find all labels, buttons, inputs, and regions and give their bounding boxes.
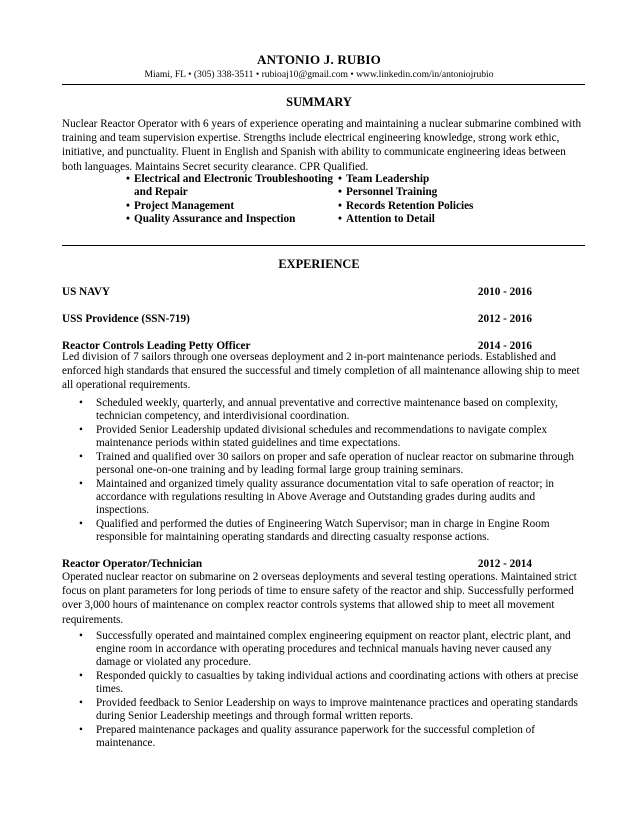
bullet-item: • Prepared maintenance packages and quality assurance paperwork for the successful completion of maintenance. xyxy=(62,724,582,750)
summary-divider xyxy=(62,245,585,246)
experience-heading: EXPERIENCE xyxy=(278,257,360,271)
bullet-item: • Provided feedback to Senior Leadership on ways to improve maintenance practices and operating standards during Senior Leadership meetings and through formal written reports. xyxy=(62,697,582,723)
bullet-item: • Maintained and organized timely quality assurance documentation vital to safe operation of reactor; in accordance with regulations resulting in Above Average and Outstanding grades during audits and inspections. xyxy=(62,478,582,518)
employer-dates: 2010 - 2016 xyxy=(477,286,532,298)
summary-heading: SUMMARY xyxy=(286,95,352,109)
unit-row xyxy=(62,313,532,327)
bullet-item: • Successfully operated and maintained complex engineering equipment on reactor plant, electric plant, and engine room in accordance with operating procedures and technical manuals having never caused any damage or violated any procedure. xyxy=(62,630,582,670)
header-divider xyxy=(62,84,585,85)
skill-item: • Electrical and Electronic Troubleshooting and Repair xyxy=(126,173,336,200)
job-title: Reactor Operator/Technician xyxy=(62,558,203,570)
skill-item: • Project Management xyxy=(126,200,336,213)
job-bullets xyxy=(62,630,582,751)
candidate-name: ANTONIO J. RUBIO xyxy=(257,52,381,67)
employer-row xyxy=(62,286,532,300)
skill-item: • Personnel Training xyxy=(338,186,538,199)
unit-name: USS Providence (SSN-719) xyxy=(62,313,190,325)
summary-text: Nuclear Reactor Operator with 6 years of experience operating and maintaining a nuclear submarine combined with training and team supervision expertise. Strengths include electrical engineering knowledge, strong work ethic, initiative, and punctuality. Fluent in English and Spanish with ability to communicate engineering ideas between both languages. Maintains Secret security clearance. CPR Qualified. xyxy=(62,118,582,173)
skill-item: • Attention to Detail xyxy=(338,213,538,226)
skill-item: • Team Leadership xyxy=(338,173,538,186)
skills-list-right xyxy=(338,173,538,227)
bullet-item: • Scheduled weekly, quarterly, and annual preventative and corrective maintenance based on complexity, technician competency, and interdivisional coordination. xyxy=(62,397,582,423)
job-description: Led division of 7 sailors through one overseas deployment and 2 in-port maintenance periods. Established and enforced high standards that ensured the successful and timely completion of all maintenance allowing ship to meet all operational requirements. xyxy=(62,351,580,392)
employer-name: US NAVY xyxy=(62,286,110,298)
bullet-item: • Provided Senior Leadership updated divisional schedules and recommendations to navigate complex maintenance periods within stated guidelines and time expectations. xyxy=(62,424,582,450)
bullet-item: • Qualified and performed the duties of Engineering Watch Supervisor; man in charge in Engine Room responsible for maintaining operating standards and directing casualty response actions. xyxy=(62,518,582,544)
job-bullets xyxy=(62,397,582,545)
job-description: Operated nuclear reactor on submarine on 2 overseas deployments and several testing operations. Maintained strict focus on plant parameters for long periods of time to ensure safety of the reactor and ship. Successfully performed over 3,000 hours of maintenance on complex reactor controls systems that allowed ship to meet all movement requirements. xyxy=(62,571,577,626)
skill-item: • Quality Assurance and Inspection xyxy=(126,213,336,226)
unit-dates: 2012 - 2016 xyxy=(477,313,532,325)
bullet-item: • Responded quickly to casualties by taking individual actions and coordinating actions with others at precise times. xyxy=(62,670,582,696)
job-dates: 2012 - 2014 xyxy=(477,558,532,570)
bullet-item: • Trained and qualified over 30 sailors on proper and safe operation of nuclear reactor on submarine through personal one-on-one training and by leading formal large group training seminars. xyxy=(62,451,582,477)
job-title: Reactor Controls Leading Petty Officer xyxy=(62,340,251,352)
contact-line: Miami, FL • (305) 338-3511 • rubioaj10@gmail.com • www.linkedin.com/in/antoniojrubio xyxy=(144,69,494,80)
skills-list-left xyxy=(126,173,336,227)
skill-item: • Records Retention Policies xyxy=(338,200,538,213)
job-dates: 2014 - 2016 xyxy=(477,340,532,352)
